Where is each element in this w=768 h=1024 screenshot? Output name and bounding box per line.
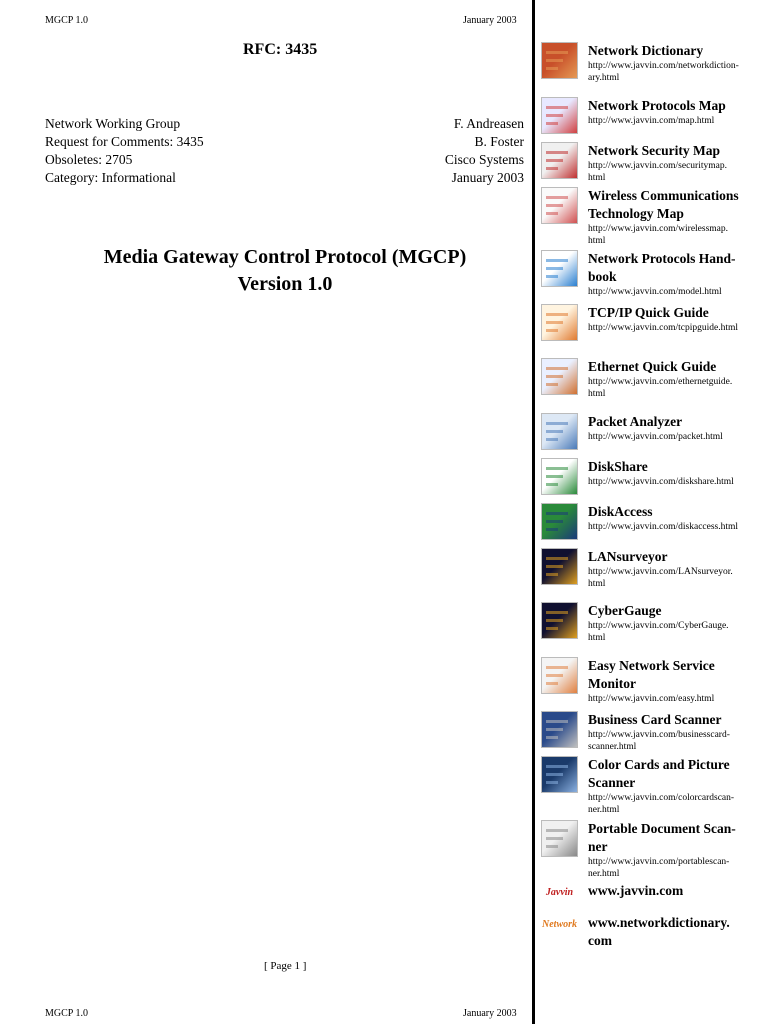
url-line[interactable]: html: [588, 173, 606, 183]
thumbnail-detail: [546, 196, 568, 199]
sidebar-divider: [532, 0, 535, 1024]
meta-right-block: [340, 115, 524, 187]
sidebar-entry-title[interactable]: Monitor: [588, 676, 636, 691]
organization: Cisco Systems: [444, 152, 524, 167]
sidebar-entry-title[interactable]: Network Protocols Hand-: [588, 251, 736, 266]
sidebar-entry-title[interactable]: Network Dictionary: [588, 43, 704, 58]
sidebar-entry-url[interactable]: [588, 693, 766, 705]
thumbnail-detail: [546, 619, 563, 622]
sidebar-product-entry[interactable]: [541, 458, 766, 498]
thumbnail-detail: [546, 475, 563, 478]
sidebar-entry-text[interactable]: [588, 97, 766, 127]
working-group: Network Working Group: [45, 116, 181, 131]
thumbnail-detail: [546, 259, 568, 262]
thumbnail-detail: [546, 151, 568, 154]
sidebar-product-entry[interactable]: [541, 657, 766, 704]
sidebar-entry-url[interactable]: [588, 431, 766, 443]
thumbnail-detail: [546, 781, 558, 784]
sidebar-entry-text[interactable]: [588, 756, 766, 816]
url-line[interactable]: scanner.html: [588, 742, 637, 752]
sidebar-entry-title[interactable]: Business Card Scanner: [588, 712, 722, 727]
sidebar-entry-title[interactable]: CyberGauge: [588, 603, 662, 618]
url-line[interactable]: http://www.javvin.com/easy.html: [588, 694, 715, 704]
sidebar-entry-title[interactable]: DiskAccess: [588, 504, 653, 519]
sidebar-entry-title[interactable]: www.networkdictionary.: [588, 915, 730, 930]
date: January 2003: [451, 170, 524, 185]
thumbnail-detail: [546, 122, 558, 125]
thumbnail-detail: [546, 430, 563, 433]
title-line-1: Media Gateway Control Protocol (MGCP): [103, 246, 467, 268]
sidebar-product-entry[interactable]: [541, 187, 766, 246]
sidebar-entry-text[interactable]: [588, 602, 766, 644]
sidebar-entry-title[interactable]: Packet Analyzer: [588, 414, 683, 429]
document-scanner-icon: [541, 820, 578, 857]
sidebar-entry-url[interactable]: [588, 521, 766, 533]
lansurveyor-box-icon: [541, 548, 578, 585]
sidebar-entry-title[interactable]: Color Cards and Picture: [588, 757, 730, 772]
thumbnail-detail: [546, 438, 558, 441]
sidebar-entry-url[interactable]: [588, 856, 766, 880]
url-line[interactable]: http://www.javvin.com/networkdiction-: [588, 61, 739, 71]
url-line[interactable]: http://www.javvin.com/businesscard-: [588, 730, 730, 740]
thumbnail-detail: [546, 204, 563, 207]
thumbnail-detail: [546, 375, 563, 378]
sidebar-entry-title[interactable]: Network Protocols Map: [588, 98, 726, 113]
sidebar-entry-url[interactable]: [588, 286, 766, 298]
thumbnail-detail: [546, 367, 568, 370]
picture-scanner-icon: [541, 756, 578, 793]
sidebar-entry-title[interactable]: book: [588, 269, 617, 284]
sidebar-entry-text[interactable]: [588, 820, 766, 880]
sidebar-entry-title[interactable]: Portable Document Scan-: [588, 821, 736, 836]
request-for-comments: Request for Comments: 3435: [45, 134, 204, 149]
sidebar-product-entry[interactable]: [541, 548, 766, 588]
sidebar-entry-title[interactable]: www.javvin.com: [588, 883, 684, 898]
url-line[interactable]: ner.html: [588, 805, 620, 815]
thumbnail-detail: [546, 106, 568, 109]
obsoletes: Obsoletes: 2705: [45, 152, 133, 167]
wireless-map-icon: [541, 187, 578, 224]
diskaccess-icon: [541, 503, 578, 540]
sidebar-entry-text[interactable]: [588, 413, 766, 443]
thumbnail-detail: [546, 520, 563, 523]
sidebar-entry-text[interactable]: [588, 304, 766, 334]
thumbnail-detail: [546, 313, 568, 316]
running-header-left: MGCP 1.0: [45, 15, 88, 26]
thumbnail-detail: [546, 422, 568, 425]
thumbnail-detail: [546, 829, 568, 832]
url-line[interactable]: http://www.javvin.com/tcpipguide.html: [588, 323, 739, 333]
sidebar-product-entry[interactable]: [541, 914, 766, 954]
url-line[interactable]: http://www.javvin.com/portablescan-: [588, 857, 730, 867]
sidebar-entry-text[interactable]: [588, 250, 766, 298]
sidebar-product-entry[interactable]: [541, 142, 766, 182]
url-line[interactable]: html: [588, 389, 606, 399]
sidebar-entry-url[interactable]: [588, 160, 766, 184]
thumbnail-detail: [546, 720, 568, 723]
sidebar-product-entry[interactable]: [541, 358, 766, 398]
page-number: [ Page 1 ]: [264, 960, 307, 972]
thumbnail-detail: [546, 765, 568, 768]
logo-wordmark: Javvin: [545, 887, 574, 898]
protocols-handbook-icon: [541, 250, 578, 287]
url-line[interactable]: http://www.javvin.com/model.html: [588, 287, 722, 297]
thumbnail-detail: [546, 773, 563, 776]
url-line[interactable]: ary.html: [588, 73, 620, 83]
running-footer-left: MGCP 1.0: [45, 1008, 88, 1019]
thumbnail-detail: [546, 321, 563, 324]
packet-analyzer-icon: [541, 413, 578, 450]
url-line[interactable]: http://www.javvin.com/ethernetguide.: [588, 377, 733, 387]
sidebar-entry-text[interactable]: [588, 711, 766, 753]
running-header-right: January 2003: [463, 15, 517, 26]
thumbnail-detail: [546, 383, 558, 386]
thumbnail-detail: [546, 159, 563, 162]
url-line[interactable]: html: [588, 579, 606, 589]
sidebar-product-entry[interactable]: [541, 413, 766, 453]
sidebar-entry-title[interactable]: com: [588, 933, 612, 948]
url-line[interactable]: http://www.javvin.com/diskaccess.html: [588, 522, 739, 532]
sidebar-product-entry[interactable]: [541, 97, 766, 137]
sidebar-product-entry[interactable]: [541, 304, 766, 344]
sidebar-entry-text[interactable]: [588, 657, 766, 705]
thumbnail-detail: [546, 736, 558, 739]
url-line[interactable]: html: [588, 633, 606, 643]
ethernet-guide-icon: [541, 358, 578, 395]
sidebar-product-entry[interactable]: [541, 250, 766, 297]
rfc-number: RFC: 3435: [243, 41, 318, 58]
sidebar-entry-text[interactable]: [588, 548, 766, 590]
thumbnail-detail: [546, 275, 558, 278]
sidebar-entry-text[interactable]: [588, 42, 766, 84]
document-title: [45, 244, 525, 298]
thumbnail-detail: [546, 114, 563, 117]
sidebar-entry-title[interactable]: Ethernet Quick Guide: [588, 359, 717, 374]
thumbnail-detail: [546, 67, 558, 70]
sidebar-entry-title[interactable]: ner: [588, 839, 608, 854]
sidebar-product-entry[interactable]: [541, 602, 766, 642]
author-1: F. Andreasen: [453, 116, 524, 131]
sidebar-product-entry[interactable]: [541, 711, 766, 751]
sidebar-entry-url[interactable]: [588, 792, 766, 816]
url-line[interactable]: http://www.javvin.com/CyberGauge.: [588, 621, 729, 631]
thumbnail-detail: [546, 483, 558, 486]
meta-left-block: [45, 115, 285, 187]
network-dictionary-logo-icon: [541, 914, 578, 936]
url-line[interactable]: http://www.javvin.com/wirelessmap.: [588, 224, 729, 234]
url-line[interactable]: http://www.javvin.com/securitymap.: [588, 161, 727, 171]
sidebar-entry-title[interactable]: Technology Map: [588, 206, 684, 221]
sidebar-entry-text[interactable]: [588, 142, 766, 184]
thumbnail-detail: [546, 467, 568, 470]
sidebar-entry-text[interactable]: [588, 458, 766, 488]
javvin-logo-icon: [541, 882, 578, 904]
sidebar-entry-title[interactable]: DiskShare: [588, 459, 648, 474]
thumbnail-detail: [546, 512, 568, 515]
thumbnail-detail: [546, 845, 558, 848]
thumbnail-detail: [546, 329, 558, 332]
thumbnail-detail: [546, 51, 568, 54]
security-map-icon: [541, 142, 578, 179]
url-line[interactable]: http://www.javvin.com/diskshare.html: [588, 477, 734, 487]
thumbnail-detail: [546, 528, 558, 531]
sidebar-product-entry[interactable]: [541, 42, 766, 82]
sidebar-entry-url[interactable]: [588, 729, 766, 753]
title-line-2: Version 1.0: [237, 273, 333, 295]
thumbnail-detail: [546, 267, 563, 270]
thumbnail-detail: [546, 611, 568, 614]
sidebar-entry-url[interactable]: [588, 60, 766, 84]
sidebar-entry-text[interactable]: [588, 358, 766, 400]
url-line[interactable]: ner.html: [588, 869, 620, 879]
sidebar-entry-title[interactable]: Easy Network Service: [588, 658, 715, 673]
sidebar-entry-title[interactable]: TCP/IP Quick Guide: [588, 305, 709, 320]
sidebar-entry-title[interactable]: Wireless Communications: [588, 188, 739, 203]
sidebar-entry-url[interactable]: [588, 566, 766, 590]
sidebar-entry-text[interactable]: [588, 503, 766, 533]
network-monitor-icon: [541, 657, 578, 694]
url-line[interactable]: http://www.javvin.com/packet.html: [588, 432, 723, 442]
sidebar-entry-text[interactable]: [588, 187, 766, 247]
thumbnail-detail: [546, 666, 568, 669]
thumbnail-detail: [546, 167, 558, 170]
url-line[interactable]: http://www.javvin.com/map.html: [588, 116, 715, 126]
card-scanner-icon: [541, 711, 578, 748]
network-dictionary-book-icon: [541, 42, 578, 79]
author-2: B. Foster: [474, 134, 524, 149]
thumbnail-detail: [546, 212, 558, 215]
sidebar-entry-url[interactable]: [588, 376, 766, 400]
url-line[interactable]: http://www.javvin.com/colorcardscan-: [588, 793, 735, 803]
diskshare-icon: [541, 458, 578, 495]
sidebar-entry-url[interactable]: [588, 322, 766, 334]
thumbnail-detail: [546, 837, 563, 840]
thumbnail-detail: [546, 557, 568, 560]
sidebar-entry-text[interactable]: [588, 914, 766, 950]
sidebar-entry-url[interactable]: [588, 115, 766, 127]
thumbnail-detail: [546, 674, 563, 677]
sidebar-entry-text[interactable]: [588, 882, 766, 900]
cybergauge-box-icon: [541, 602, 578, 639]
url-line[interactable]: html: [588, 236, 606, 246]
thumbnail-detail: [546, 682, 558, 685]
thumbnail-detail: [546, 565, 563, 568]
sidebar-entry-url[interactable]: [588, 223, 766, 247]
sidebar-entry-url[interactable]: [588, 620, 766, 644]
sidebar-entry-title[interactable]: Scanner: [588, 775, 636, 790]
protocols-map-icon: [541, 97, 578, 134]
url-line[interactable]: http://www.javvin.com/LANsurveyor.: [588, 567, 733, 577]
sidebar-product-entry[interactable]: [541, 820, 766, 879]
thumbnail-detail: [546, 573, 558, 576]
logo-wordmark: Network: [542, 919, 577, 930]
tcpip-guide-icon: [541, 304, 578, 341]
sidebar-entry-url[interactable]: [588, 476, 766, 488]
sidebar-entry-title[interactable]: Network Security Map: [588, 143, 720, 158]
thumbnail-detail: [546, 59, 563, 62]
running-footer-right: January 2003: [463, 1008, 517, 1019]
sidebar-product-entry[interactable]: [541, 503, 766, 543]
category: Category: Informational: [45, 170, 176, 185]
sidebar-product-entry[interactable]: [541, 756, 766, 815]
thumbnail-detail: [546, 627, 558, 630]
sidebar-entry-title[interactable]: LANsurveyor: [588, 549, 668, 564]
thumbnail-detail: [546, 728, 563, 731]
